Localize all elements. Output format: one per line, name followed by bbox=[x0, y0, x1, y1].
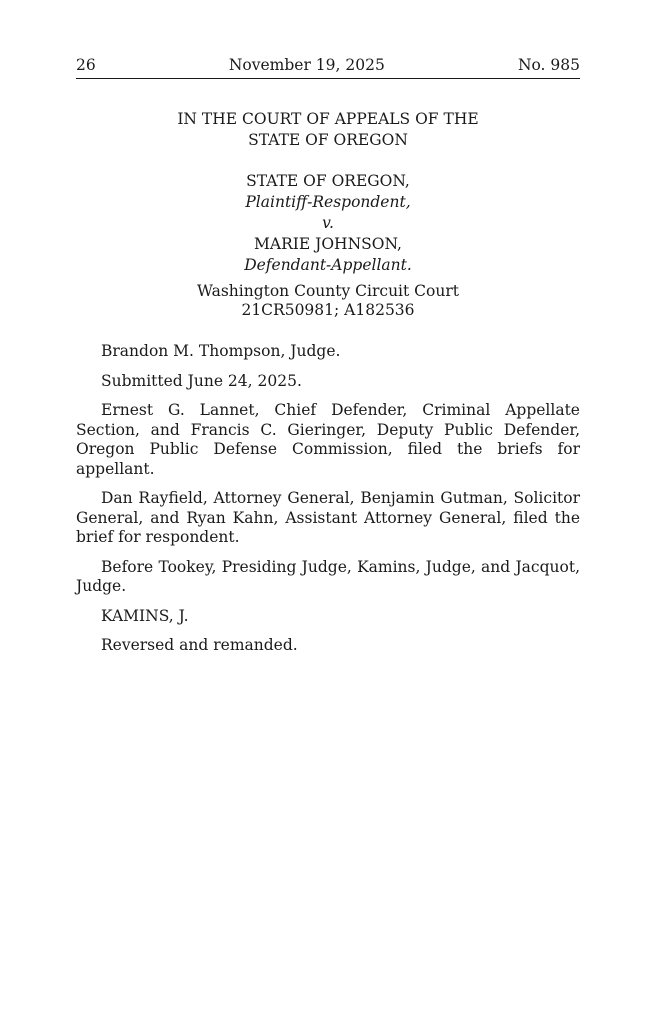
court-name-line-1: IN THE COURT OF APPEALS OF THE bbox=[177, 110, 479, 128]
author-judge: KAMINS, J. bbox=[101, 606, 189, 625]
plaintiff-name: STATE OF OREGON, bbox=[246, 172, 410, 190]
defendant-name: MARIE JOHNSON, bbox=[254, 235, 402, 253]
parties-block bbox=[76, 171, 580, 276]
appellant-counsel: Ernest G. Lannet, Chief Defender, Criminal Appellate Section, and Francis C. Gieringer, Deputy Public Defender, Oregon Public Defense Commission, filed the briefs for appellant. bbox=[76, 401, 580, 478]
running-header bbox=[76, 56, 580, 79]
trial-judge: Brandon M. Thompson, Judge. bbox=[101, 342, 341, 360]
submitted-date: Submitted June 24, 2025. bbox=[101, 371, 302, 390]
court-name-line-2: STATE OF OREGON bbox=[248, 131, 408, 149]
case-numbers: 21CR50981; A182536 bbox=[241, 301, 415, 319]
opinion-summary bbox=[76, 342, 580, 656]
lower-court: Washington County Circuit Court bbox=[197, 282, 459, 300]
court-caption bbox=[76, 109, 580, 151]
panel: Before Tookey, Presiding Judge, Kamins, Judge, and Jacquot, Judge. bbox=[76, 557, 580, 595]
page-number: 26 bbox=[76, 56, 96, 74]
disposition: Reversed and remanded. bbox=[101, 636, 298, 654]
versus: v. bbox=[322, 214, 334, 232]
respondent-counsel: Dan Rayfield, Attorney General, Benjamin Gutman, Solicitor General, and Ryan Kahn, Assistant Attorney General, filed the brief for respondent. bbox=[76, 489, 580, 546]
defendant-role: Defendant-Appellant. bbox=[244, 256, 412, 274]
docket-number: No. 985 bbox=[517, 56, 580, 74]
header-date: November 19, 2025 bbox=[228, 56, 385, 74]
opinion-page bbox=[76, 56, 580, 666]
plaintiff-role: Plaintiff-Respondent, bbox=[245, 193, 411, 211]
venue-block bbox=[76, 282, 580, 320]
